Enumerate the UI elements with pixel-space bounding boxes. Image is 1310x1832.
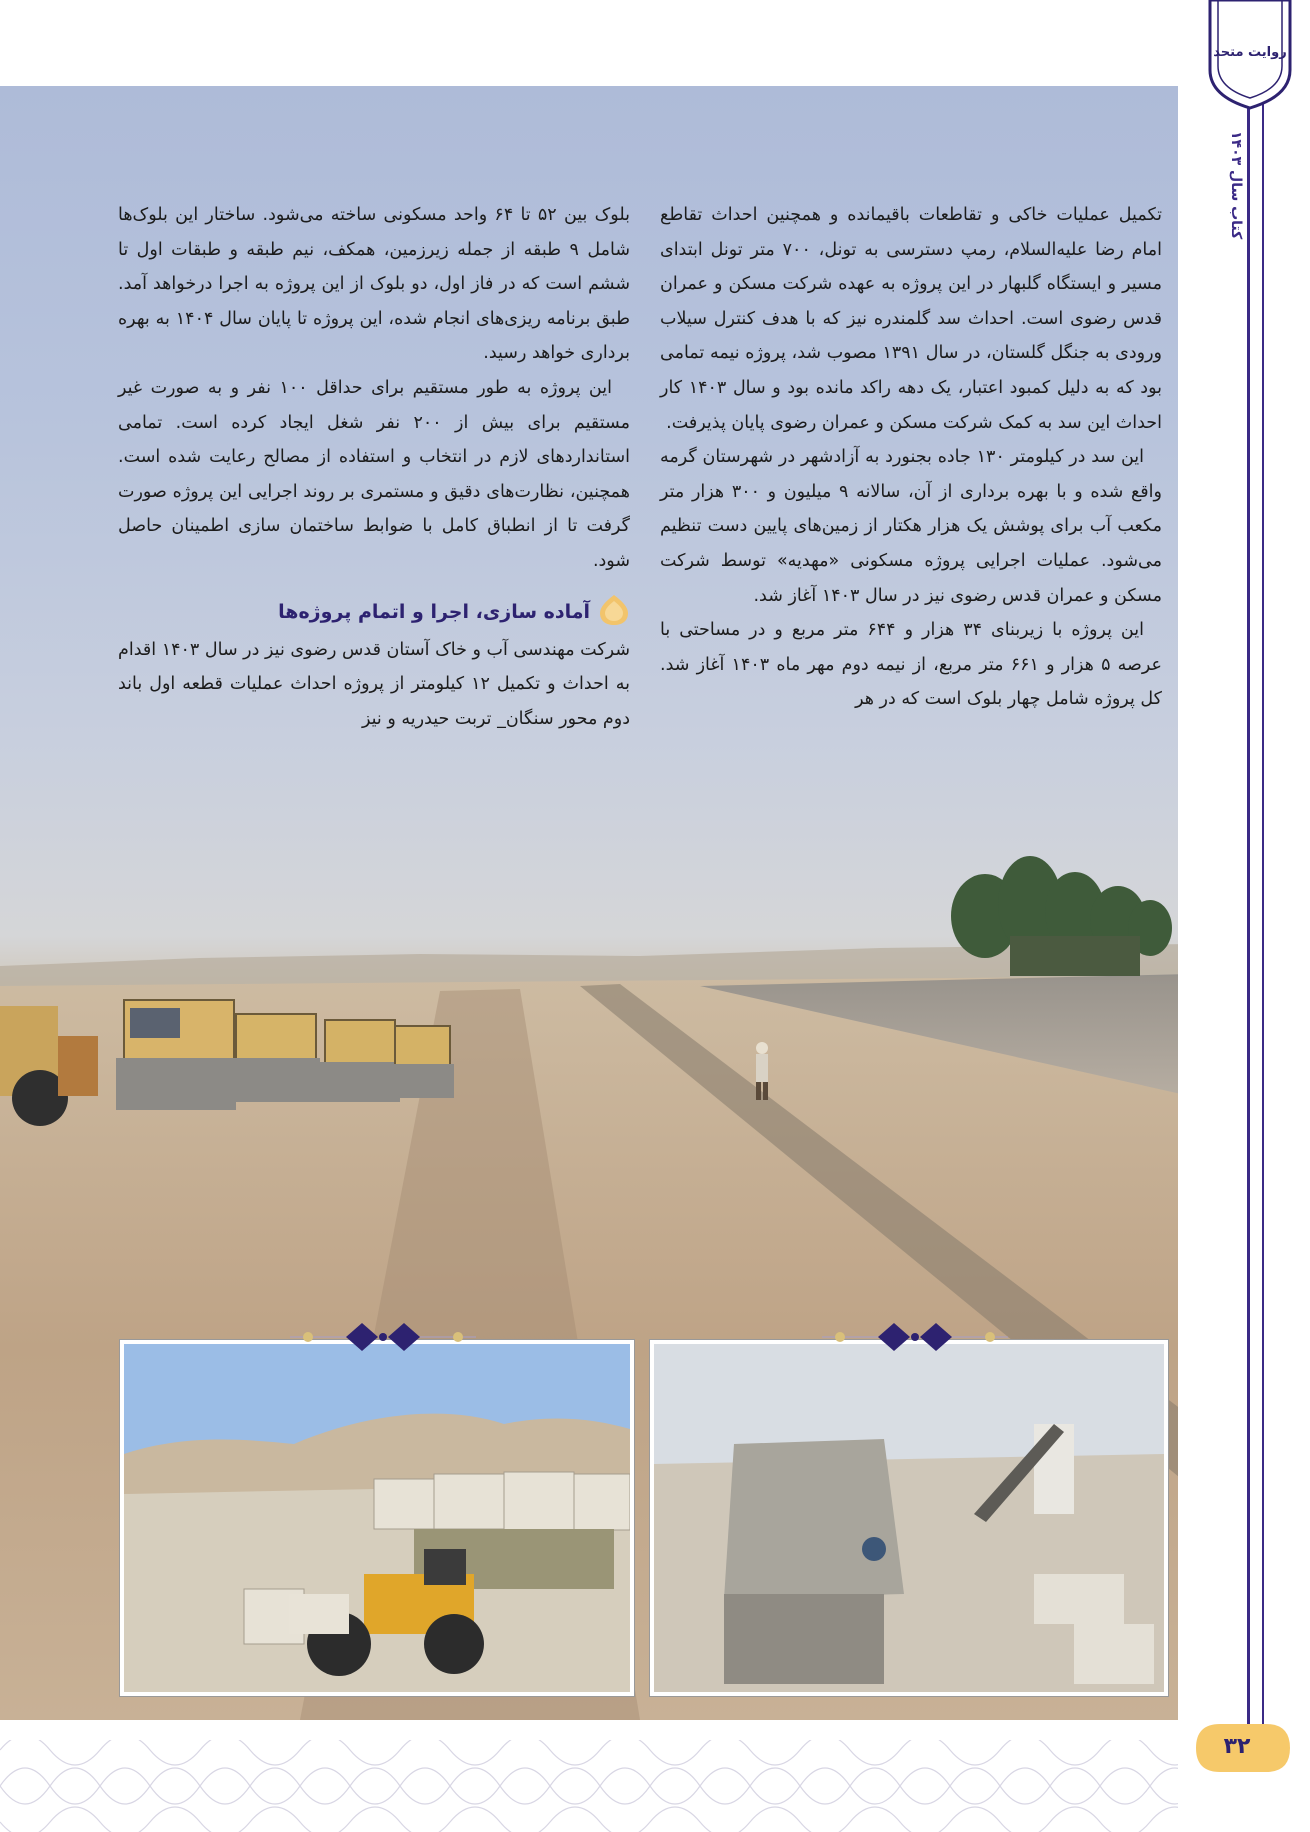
road-roller (116, 1000, 236, 1110)
article-right-column (660, 198, 1162, 717)
cutting-machine (724, 1439, 904, 1684)
page-number: ۳۲ (1223, 1734, 1251, 1759)
road-roller (388, 1026, 454, 1098)
book-title-caption: کتاب سال ۱۴۰۳ (1228, 130, 1244, 240)
decorative-pattern (0, 1740, 1190, 1832)
paragraph: این پروژه به طور مستقیم برای حداقل ۱۰۰ نفر و به صورت غیر مستقیم برای بیش از ۲۰۰ نفر شغل ایجاد کرده است. تمامی استانداردهای لازم در انتخاب و استفاده از مصالح رعایت شده است. همچنین، نظارت‌های دقیق و مستمری بر روند اجرایی این پروژه صورت گرفت تا از انطباق کامل با ضوابط ساختمان سازی اطمینان حاصل شود. (118, 377, 630, 571)
ornament-divider (290, 1320, 476, 1354)
article-left-column (118, 198, 630, 736)
side-rule (1247, 95, 1250, 1735)
paragraph: این پروژه با زیربنای ۳۴ هزار و ۶۴۴ متر مربع و در مساحتی با عرصه ۵ هزار و ۶۶۱ متر مربع، از نیمه دوم مهر ماه ۱۴۰۳ آغاز شد. کل پروژه شامل چهار بلوک است که در هر (660, 620, 1162, 710)
flower-bullet-icon (598, 593, 630, 627)
ornament-divider (822, 1320, 1008, 1354)
paragraph: این سد در کیلومتر ۱۳۰ جاده بجنورد به آزادشهر در شهرستان گرمه واقع شده و با بهره برداری از آن، سالانه ۹ میلیون و ۳۰۰ هزار متر مکعب آب برای پوشش یک هزار هکتار از زمین‌های پایین دست تنظیم می‌شود. عملیات اجرایی پروژه مسکونی «مهدیه» توسط شرکت مسکن و عمران قدس رضوی نیز در سال ۱۴۰۳ آغاز شد. (660, 447, 1162, 606)
side-strip (1178, 0, 1310, 1832)
paragraph: بلوک بین ۵۲ تا ۶۴ واحد مسکونی ساخته می‌شود. ساختار این بلوک‌ها شامل ۹ طبقه از جمله زیرزمین، همکف، نیم طبقه و طبقات اول تا ششم است که در فاز اول، دو بلوک از این پروژه به اجرا درخواهد آمد. طبق برنامه ریزی‌های انجام شده، این پروژه تا پایان سال ۱۴۰۴ به بهره برداری خواهد رسید. (118, 205, 631, 364)
side-rule (1262, 95, 1264, 1735)
road-roller (228, 1014, 320, 1102)
paragraph: شرکت مهندسی آب و خاک آستان قدس رضوی نیز در سال ۱۴۰۳ اقدام به احداث و تکمیل ۱۲ کیلومتر از پروژه احداث عملیات قطعه اول باند دوم محور سنگان_ تربت حیدریه و نیز (118, 639, 630, 729)
section-heading (118, 593, 630, 633)
road-roller (318, 1020, 400, 1102)
quarry-photo (120, 1340, 634, 1696)
paragraph: تکمیل عملیات خاکی و تقاطعات باقیمانده و همچنین احداث تقاطع امام رضا علیه‌السلام، رمپ دسترسی به تونل، ۷۰۰ متر تونل ابتدای مسیر و ایستگاه گلبهار در این پروژه به عهده شرکت مسکن و عمران قدس رضوی است. احداث سد گلمندره نیز که با هدف کنترل سیلاب ورودی به جنگل گلستان، در سال ۱۳۹۱ مصوب شد، پروژه نیمه تمامی بود که به دلیل کمبود اعتبار، یک دهه راکد مانده بود و سال ۱۴۰۳ کار احداث این سد به کمک شرکت مسکن و عمران رضوی پایان پذیرفت. (660, 205, 1163, 433)
section-heading-text: آماده سازی، اجرا و اتمام پروژه‌ها (278, 600, 590, 623)
stone-cutting-photo (650, 1340, 1168, 1696)
publication-logo (1196, 0, 1304, 110)
logo-text: روایت متحد (1213, 45, 1287, 60)
